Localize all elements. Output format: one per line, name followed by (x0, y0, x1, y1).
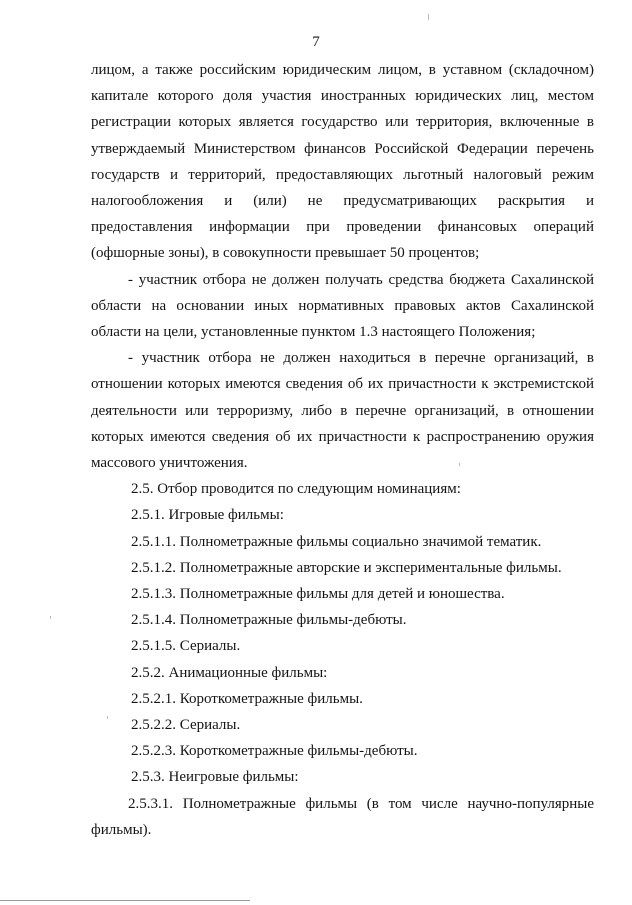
list-item-2-5-2: 2.5.2. Анимационные фильмы: (131, 664, 328, 681)
list-item-2-5: 2.5. Отбор проводится по следующим номинациям: (131, 481, 461, 498)
paragraph-offshore-criteria: лицом, а также российским юридическим лицом, в уставном (складочном) капитале которого доля участия иностранных юридических лиц, местом регистрации которых является государство или территория, включенные в утверждаемый Министерством финансов Российской Федерации перечень государств и территорий, предоставляющих льготный налоговый режим налогообложения и (или) не предусматривающих раскрытия и предоставления информации при проведении финансовых операций (офшорные зоны), в совокупности превышает 50 процентов; (91, 62, 594, 262)
list-item-2-5-1-3: 2.5.1.3. Полнометражные фильмы для детей и юношества. (131, 586, 505, 603)
scan-speck (107, 716, 108, 719)
list-item-2-5-1-2: 2.5.1.2. Полнометражные авторские и экспериментальные фильмы. (131, 559, 562, 576)
footer-divider (0, 900, 250, 901)
list-item-2-5-2-1: 2.5.2.1. Короткометражные фильмы. (131, 690, 363, 707)
list-item-2-5-2-2: 2.5.2.2. Сериалы. (131, 717, 241, 734)
list-item-2-5-1-4: 2.5.1.4. Полнометражные фильмы-дебюты. (131, 612, 407, 629)
scan-speck (50, 616, 51, 619)
paragraph-2-5-3-1: 2.5.3.1. Полнометражные фильмы (в том числе научно-популярные фильмы). (91, 795, 594, 838)
list-item-2-5-1: 2.5.1. Игровые фильмы: (131, 507, 284, 524)
paragraph-budget-funds-condition: - участник отбора не должен получать средства бюджета Сахалинской области на основании иных нормативных правовых актов Сахалинской области на цели, установленные пунктом 1.3 настоящего Положения; (91, 271, 594, 341)
list-item-2-5-3: 2.5.3. Неигровые фильмы: (131, 769, 299, 786)
paragraph-extremism-list-condition: - участник отбора не должен находиться в перечне организаций, в отношении которых имеются сведения об их причастности к экстремистской деятельности или терроризму, либо в перечне организаций, в отношении которых имеются сведения об их причастности к распространению оружия массового уничтожения. (91, 350, 594, 472)
document-body (91, 57, 594, 843)
list-item-2-5-1-1: 2.5.1.1. Полнометражные фильмы социально значимой тематик. (131, 533, 542, 550)
list-item-2-5-2-3: 2.5.2.3. Короткометражные фильмы-дебюты. (131, 743, 418, 760)
page-number: 7 (312, 34, 320, 50)
scan-speck (428, 14, 429, 20)
scan-speck (459, 463, 460, 466)
list-item-2-5-1-5: 2.5.1.5. Сериалы. (131, 638, 241, 655)
